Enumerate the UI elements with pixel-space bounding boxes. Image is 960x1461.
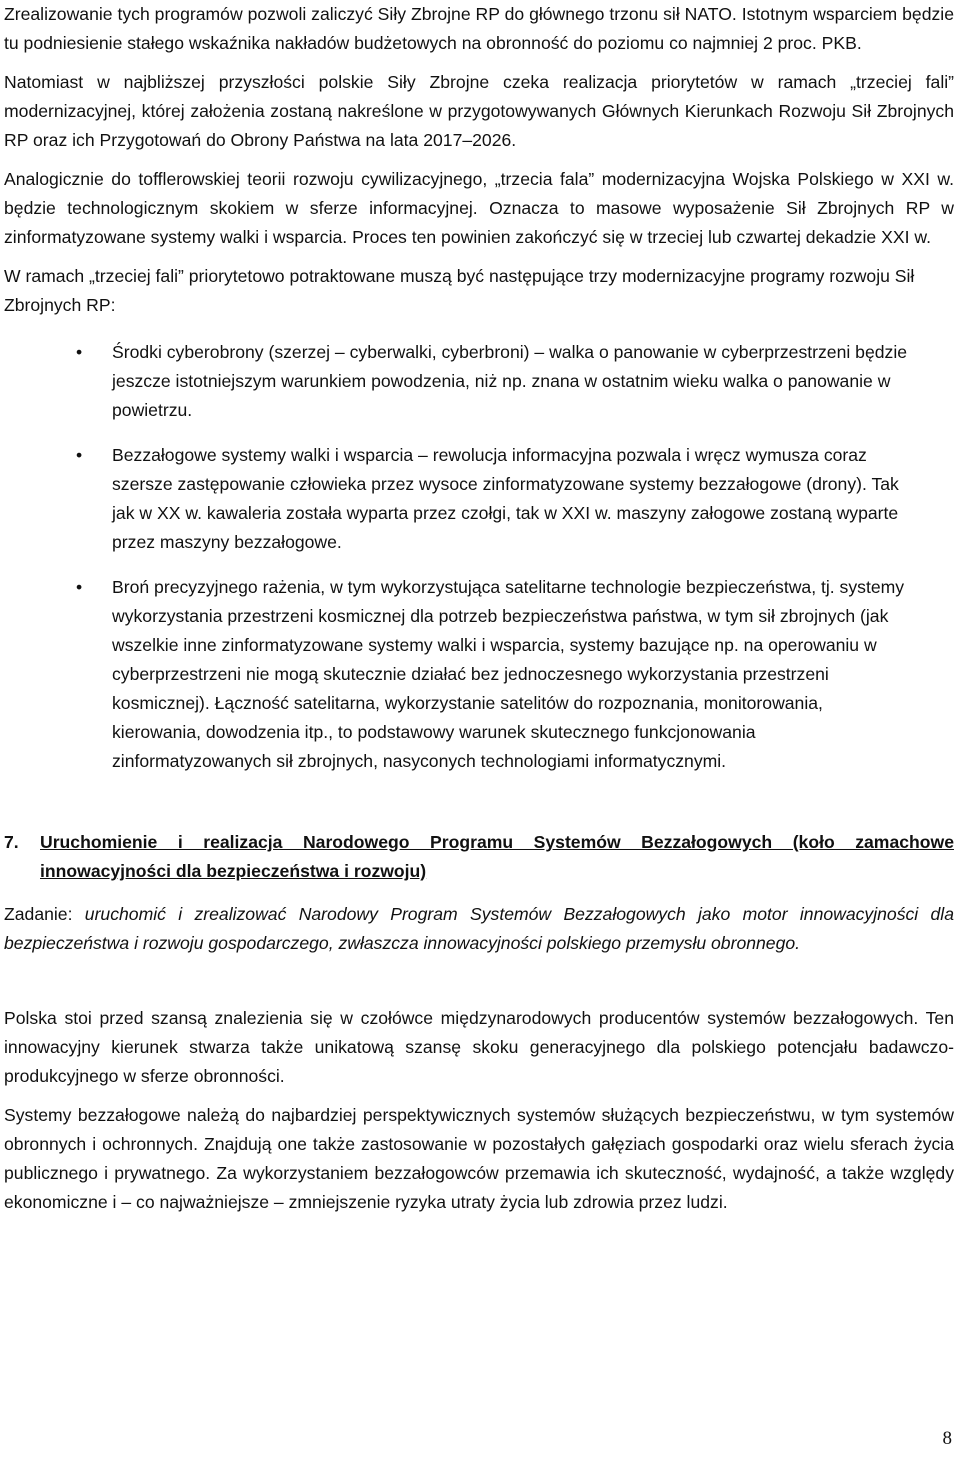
- list-item: [4, 573, 954, 776]
- task-paragraph: [4, 900, 954, 958]
- paragraph-programs-intro: W ramach „trzeciej fali” priorytetowo potraktowane muszą być następujące trzy modernizacyjne programy rozwoju Sił Zbrojnych RP:: [4, 266, 915, 315]
- bullet-icon: •: [76, 577, 83, 597]
- list-item-text: Broń precyzyjnego rażenia, w tym wykorzystująca satelitarne technologie bezpieczeństwa, tj. systemy wykorzystania przestrzeni kosmicznej dla potrzeb bezpieczeństwa państwa, w tym sił zbrojnych (jak wszelkie inne zinformatyzowane systemy walki i wsparcia, systemy bazujące np. na operowaniu w cyberprzestrzeni nie mogą skutecznie działać bez jednoczesnego wykorzystania przestrzeni kosmicznej). Łączność satelitarna, wykorzystanie satelitów do rozpoznania, monitorowania, kierowania, dowodzenia itp., to podstawowy warunek skutecznego funkcjonowania zinformatyzowanych sił zbrojnych, nasyconych technologiami informatycznymi.: [112, 577, 905, 771]
- page-number: 8: [942, 1428, 952, 1449]
- list-item-text: Bezzałogowe systemy walki i wsparcia – rewolucja informacyjna pozwala i wręcz wymusza coraz szersze zastępowanie człowieka przez wysoce zinformatyzowane systemy bezzałogowe (drony). Tak jak w XX w. kawaleria została wyparta przez czołgi, tak w XXI w. maszyny załogowe zostaną wyparte przez maszyny bezzałogowe.: [112, 445, 899, 552]
- list-item: [4, 441, 954, 557]
- bullet-icon: •: [76, 342, 83, 362]
- paragraph-poland-chance: Polska stoi przed szansą znalezienia się w czołówce międzynarodowych producentów systemów bezzałogowych. Ten innowacyjny kierunek stwarza także unikatową szansę skoku generacyjnego dla polskiego potencjału badawczo-produkcyjnego w sferze obronności.: [4, 1008, 954, 1086]
- section-title: Uruchomienie i realizacja Narodowego Programu Systemów Bezzałogowych (koło zamachowe innowacyjności dla bezpieczeństwa i rozwoju): [40, 832, 954, 881]
- paragraph-third-wave: Natomiast w najbliższej przyszłości polskie Siły Zbrojne czeka realizacja priorytetów w ramach „trzeciej fali” modernizacyjnej, której założenia zostaną nakreślone w przygotowywanych Głównych Kierunkach Rozwoju Sił Zbrojnych RP oraz ich Przygotowań do Obrony Państwa na lata 2017–2026.: [4, 72, 954, 150]
- list-item-text: Środki cyberobrony (szerzej – cyberwalki, cyberbroni) – walka o panowanie w cyberprzestrzeni będzie jeszcze istotniejszym warunkiem powodzenia, niż np. znana w ostatnim wieku walka o panowanie w powietrzu.: [112, 342, 908, 420]
- spacer: [4, 968, 954, 1004]
- paragraph-unmanned-systems: Systemy bezzałogowe należą do najbardziej perspektywicznych systemów służących bezpieczeństwu, w tym systemów obronnych i ochronnych. Znajdują one także zastosowanie w pozostałych gałęziach gospodarki oraz wielu sferach życia publicznego i prywatnego. Za wykorzystaniem bezzałogowców przemawia ich skuteczność, wydajność, a także względy ekonomiczne i – co najważniejsze – zmniejszenie ryzyka utraty życia lub zdrowia przez ludzi.: [4, 1105, 954, 1212]
- bullet-icon: •: [76, 445, 83, 465]
- task-label: Zadanie:: [4, 904, 85, 924]
- paragraph-toffler: Analogicznie do tofflerowskiej teorii rozwoju cywilizacyjnego, „trzecia fala” modernizacyjna Wojska Polskiego w XXI w. będzie technologicznym skokiem w sferze informacyjnej. Oznacza to masowe wyposażenie Sił Zbrojnych RP w zinformatyzowane systemy walki i wsparcia. Proces ten powinien zakończyć się w trzeciej lub czwartej dekadzie XXI w.: [4, 169, 954, 247]
- section-number: 7.: [4, 832, 19, 852]
- list-item: [4, 338, 954, 425]
- task-text: uruchomić i zrealizować Narodowy Program Systemów Bezzałogowych jako motor innowacyjności dla bezpieczeństwa i rozwoju gospodarczego, zwłaszcza innowacyjności polskiego przemysłu obronnego.: [4, 904, 954, 953]
- section-heading: [4, 828, 954, 886]
- paragraph-nato: Zrealizowanie tych programów pozwoli zaliczyć Siły Zbrojne RP do głównego trzonu sił NATO. Istotnym wsparciem będzie tu podniesienie stałego wskaźnika nakładów budżetowych na obronność do poziomu co najmniej 2 proc. PKB.: [4, 4, 954, 53]
- programs-list: [4, 338, 954, 776]
- document-body: [4, 0, 954, 1227]
